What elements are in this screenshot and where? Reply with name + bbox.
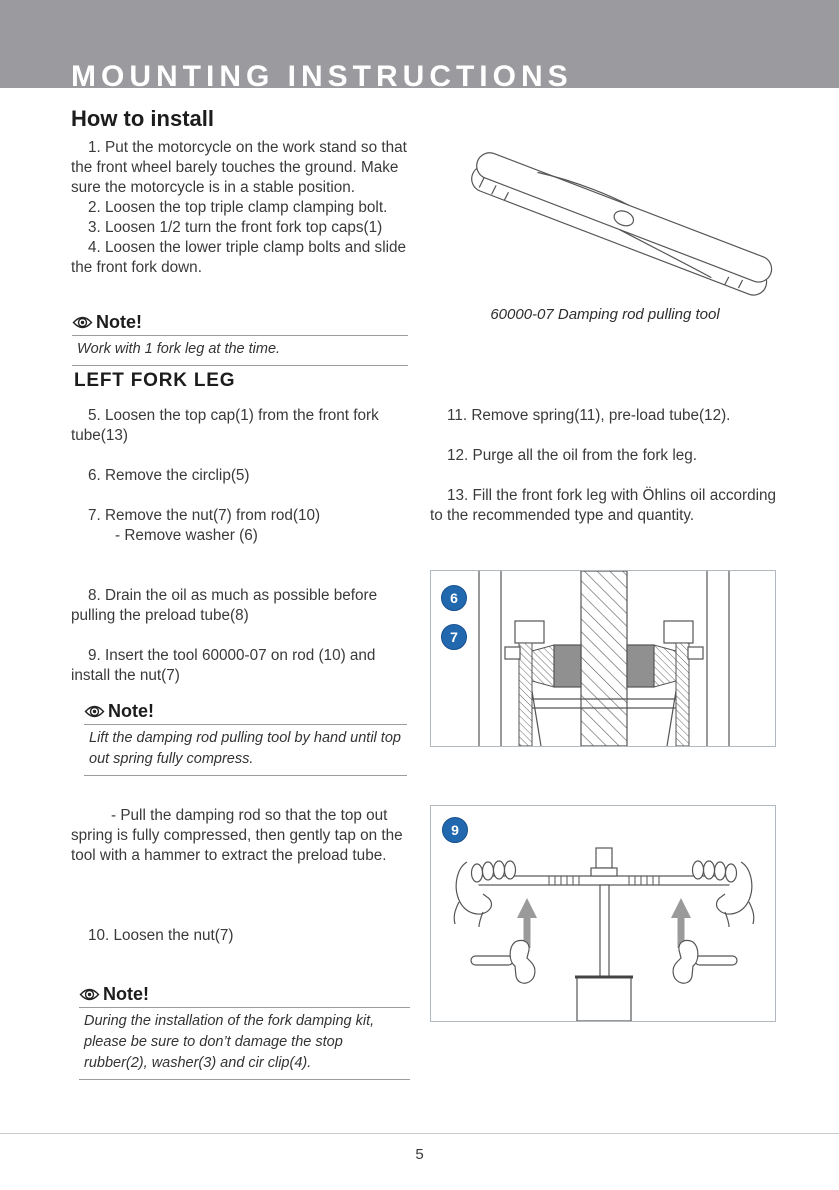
left-fork-leg-heading: LEFT FORK LEG (74, 370, 236, 391)
step-6: 6. Remove the circlip(5) (88, 467, 250, 484)
step-10: 10. Loosen the nut(7) (88, 927, 234, 944)
note-label: Note! (103, 984, 149, 1004)
eye-icon (84, 704, 105, 719)
intro-steps (71, 138, 416, 278)
page-title: MOUNTING INSTRUCTIONS (71, 60, 573, 93)
figure-badge-6: 6 (441, 585, 467, 611)
note-work-one-leg (72, 312, 408, 366)
note-heading (84, 701, 407, 725)
note-label: Note! (108, 701, 154, 721)
hammer-extraction-figure (430, 805, 776, 1022)
step-1: 1. Put the motorcycle on the work stand so that the front wheel barely touches the ground. Make sure the motorcycle is in a stable position. (71, 139, 407, 196)
note-label: Note! (96, 312, 142, 332)
damping-rod-tool-figure (455, 138, 790, 306)
step-7-sub: - Remove washer (6) (115, 527, 258, 544)
eye-icon (79, 987, 100, 1002)
step-3: 3. Loosen 1/2 turn the front fork top caps(1) (88, 219, 383, 236)
page-header-bar (0, 0, 839, 93)
step-12: 12. Purge all the oil from the fork leg. (447, 447, 697, 464)
note-lift-tool (84, 701, 407, 776)
pull-damping-rod-paragraph: - Pull the damping rod so that the top out spring is fully compressed, then gently tap on the tool with a hammer to extract the preload tube. (71, 807, 403, 864)
how-to-install-heading: How to install (71, 106, 214, 131)
tool-figure-caption: 60000-07 Damping rod pulling tool (490, 306, 720, 323)
step-4: 4. Loosen the lower triple clamp bolts and slide the front fork down. (71, 239, 407, 276)
step-2: 2. Loosen the top triple clamp clamping bolt. (88, 199, 388, 216)
step-8: 8. Drain the oil as much as possible before pulling the preload tube(8) (71, 587, 378, 624)
step-5: 5. Loosen the top cap(1) from the front fork tube(13) (71, 407, 379, 444)
note-text: Work with 1 fork leg at the time. (72, 336, 408, 366)
step-9: 9. Insert the tool 60000-07 on rod (10) and install the nut(7) (71, 647, 376, 684)
figure-badge-7: 7 (441, 624, 467, 650)
note-text: During the installation of the fork damping kit, please be sure to don’t damage the stop rubber(2), washer(3) and cir clip(4). (79, 1008, 410, 1080)
cross-section-figure (430, 570, 776, 747)
note-heading (72, 312, 408, 336)
step-7: 7. Remove the nut(7) from rod(10) (88, 507, 321, 524)
figure-badge-9: 9 (442, 817, 468, 843)
step-11: 11. Remove spring(11), pre-load tube(12). (447, 407, 731, 424)
note-heading (79, 984, 410, 1008)
page-number: 5 (415, 1146, 424, 1163)
footer-divider (0, 1133, 839, 1134)
eye-icon (72, 315, 93, 330)
note-text: Lift the damping rod pulling tool by hand until top out spring fully compress. (84, 725, 407, 776)
step-13: 13. Fill the front fork leg with Öhlins oil according to the recommended type and quantity. (430, 487, 777, 524)
note-installation-care (79, 984, 410, 1080)
